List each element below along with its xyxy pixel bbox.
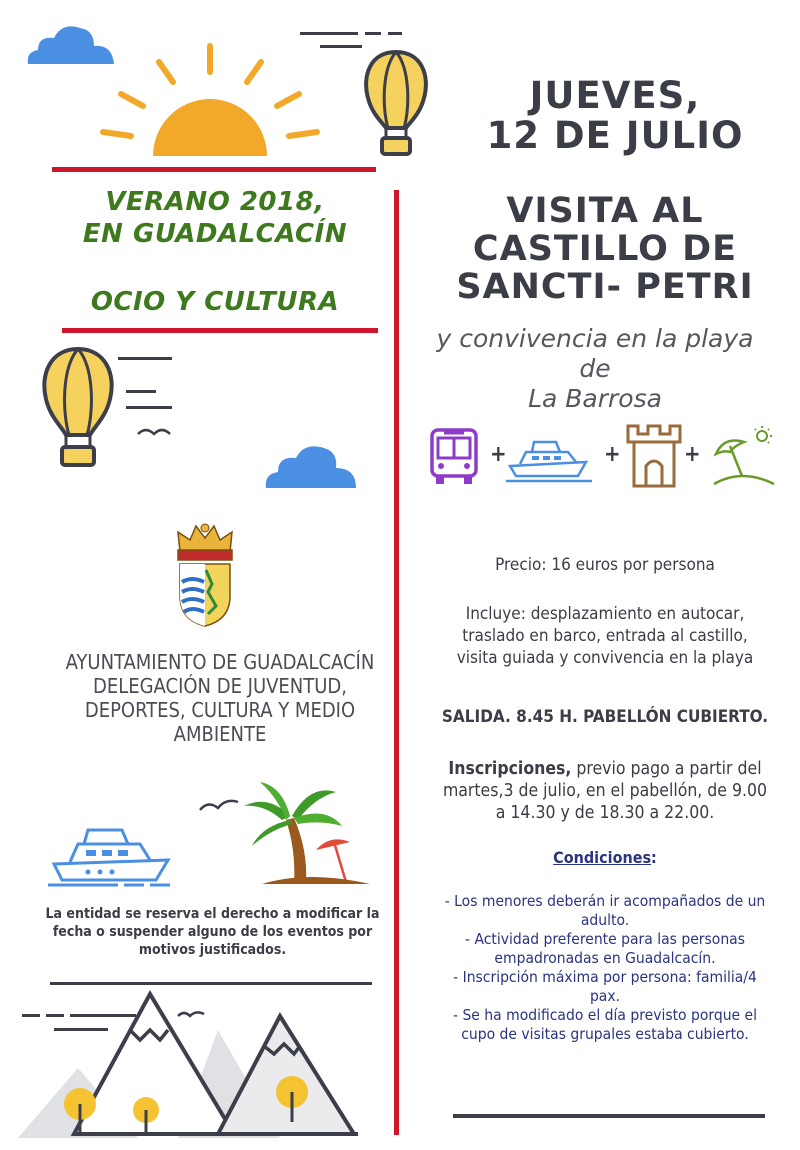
red-divider-middle — [62, 328, 378, 333]
date-line2: 12 DE JULIO — [486, 114, 744, 157]
disclaimer-line1: La entidad se reserva el derecho a modificar la — [45, 906, 380, 922]
decor-dash — [320, 45, 362, 48]
disclaimer-line3: motivos justificados. — [138, 942, 287, 958]
inscriptions-line3: a 14.30 y de 18.30 a 22.00. — [495, 803, 715, 823]
bird-icon — [136, 424, 176, 444]
decor-dash — [118, 357, 172, 360]
left-heading — [40, 186, 390, 250]
heading-line1: VERANO 2018, — [105, 187, 325, 217]
palm-beach-illustration — [238, 780, 374, 888]
conditions-heading — [420, 848, 790, 867]
condition-line: - Los menores deberán ir acompañados de un — [444, 892, 766, 910]
condition-item — [420, 968, 790, 1006]
red-divider-top — [52, 167, 376, 172]
includes-block — [420, 603, 790, 669]
org-line2: DELEGACIÓN DE JUVENTUD, — [93, 674, 347, 698]
subtitle-line1: y convivencia en la playa de — [436, 324, 754, 383]
mountains-illustration — [18, 990, 378, 1140]
bus-icon — [428, 426, 480, 486]
inscriptions-line1 — [420, 758, 790, 780]
boat-illustration — [48, 824, 178, 888]
condition-item — [420, 892, 790, 930]
heading-line2: EN GUADALCACÍN — [82, 219, 348, 249]
sun-icon — [95, 40, 325, 158]
event-line1: VISITA AL — [506, 191, 704, 231]
decor-dash — [126, 390, 156, 393]
hot-air-balloon-icon — [360, 48, 432, 160]
condition-line: - Inscripción máxima por persona: familia/4 — [453, 968, 757, 986]
boat-icon — [506, 438, 592, 484]
inscriptions-line2: martes,3 de julio, en el pabellón, de 9.00 — [442, 781, 768, 801]
decor-dash — [300, 32, 358, 35]
decor-dash — [365, 32, 381, 35]
condition-item — [420, 930, 790, 968]
hot-air-balloon-icon — [38, 345, 118, 469]
conditions-list — [420, 892, 790, 1044]
includes-line1: Incluye: desplazamiento en autocar, — [465, 604, 745, 624]
inscriptions-block — [420, 758, 790, 824]
beach-umbrella-icon — [712, 424, 776, 488]
conditions-title: Condiciones — [553, 848, 652, 867]
plus-sign: + — [684, 442, 701, 467]
condition-line: cupo de visitas grupales estaba cubierto. — [461, 1025, 749, 1043]
bird-icon — [198, 796, 242, 818]
event-subtitle — [420, 324, 770, 414]
condition-item — [420, 1006, 790, 1044]
decor-dash — [388, 32, 402, 35]
event-line3: SANCTI- PETRI — [456, 267, 754, 307]
organization-block — [30, 650, 410, 746]
disclaimer — [40, 905, 385, 959]
condition-line: - Se ha modificado el día previsto porque el — [452, 1006, 758, 1024]
org-line4: AMBIENTE — [173, 722, 267, 746]
includes-line2: traslado en barco, entrada al castillo, — [462, 626, 748, 646]
decor-dash — [50, 982, 372, 985]
event-title — [420, 192, 790, 306]
castle-tower-icon — [624, 422, 684, 490]
condition-line: - Actividad preferente para las personas — [465, 930, 745, 948]
cloud-icon — [262, 438, 358, 490]
event-line2: CASTILLO DE — [472, 229, 738, 269]
condition-line: empadronadas en Guadalcacín. — [494, 949, 716, 967]
org-line1: AYUNTAMIENTO DE GUADALCACÍN — [65, 650, 375, 674]
includes-line3: visita guiada y convivencia en la playa — [456, 648, 754, 668]
plus-sign: + — [604, 442, 621, 467]
inscriptions-label: Inscripciones, — [448, 759, 572, 779]
left-subheading: OCIO Y CULTURA — [90, 287, 340, 317]
org-line3: DEPORTES, CULTURA Y MEDIO — [84, 698, 356, 722]
conditions-colon: : — [651, 848, 657, 867]
departure: SALIDA. 8.45 H. PABELLÓN CUBIERTO. — [441, 707, 769, 727]
date-line1: JUEVES, — [529, 74, 701, 117]
inscriptions-text: previo pago a partir del — [571, 759, 762, 779]
event-date — [440, 76, 790, 156]
price: Precio: 16 euros por persona — [495, 555, 715, 575]
disclaimer-line2: fecha o suspender alguno de los eventos por — [52, 924, 373, 940]
decor-dash — [126, 406, 172, 409]
subtitle-line2: La Barrosa — [528, 384, 662, 413]
bottom-divider — [453, 1114, 765, 1118]
condition-line: pax. — [589, 987, 621, 1005]
coat-of-arms-icon — [172, 522, 238, 628]
plus-sign: + — [490, 442, 507, 467]
condition-line: adulto. — [580, 911, 630, 929]
